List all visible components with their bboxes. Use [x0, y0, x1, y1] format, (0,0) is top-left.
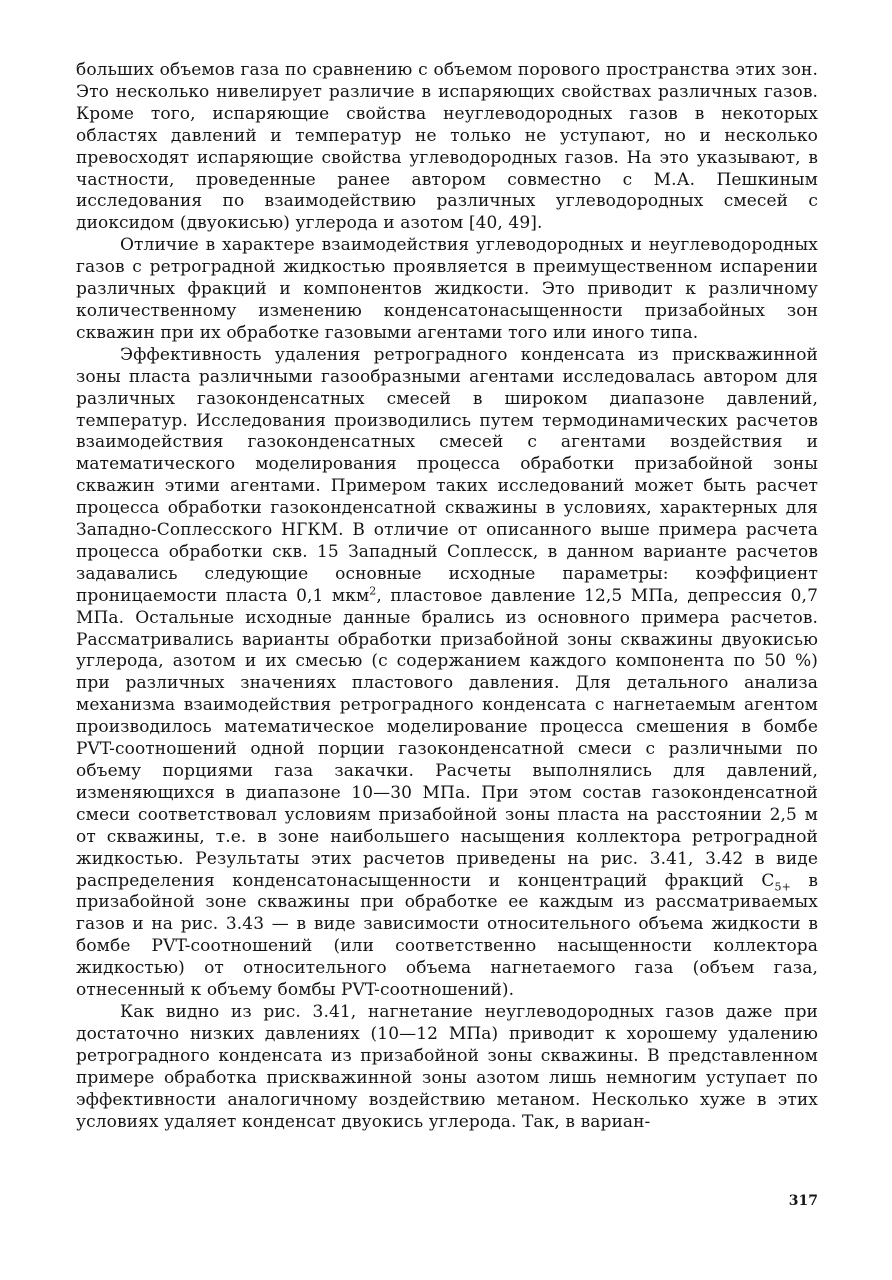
paragraph-3 — [76, 345, 818, 1002]
text-run: больших объемов газа по сравнению с объемом порового пространства этих зон. Это несколько нивелирует различие в испаряющих свойствах различных газов. Кроме того, испаряющие свойства неуглеводородных газов в некоторых областях давлений и температур не только не уступают, но и несколько превосходят испаряющие свойства углеводородных газов. На это указывают, в частности, проведенные ранее автором совместно с М.А. Пешкиным исследования по взаимодействию различных углеводородных смесей с диоксидом (двуокисью) углерода и азотом [40, 49]. — [76, 60, 818, 234]
paragraph-1 — [76, 60, 818, 235]
text-run: Как видно из рис. 3.41, нагнетание неуглеводородных газов даже при достаточно низких давлениях (10—12 МПа) приводит к хорошему удалению ретроградного конденсата из призабойной зоны скважины. В представленном примере обработка прискважинной зоны азотом лишь немногим уступает по эффективности аналогичному воздействию метаном. Несколько хуже в этих условиях удаляет конденсат двуокись углерода. Так, в вариан- — [76, 1001, 818, 1132]
text-run: в призабойной зоне скважины при обработке ее каждым из рассматриваемых газов и на рис. 3.43 — в виде зависимости относительного объема жидкости в бомбе PVT-соотношений (или соответственно насыщенности коллектора жидкостью) от относительного объема нагнетаемого газа (объем газа, отнесенный к объему бомбы PVT-соотношений). — [76, 870, 818, 1001]
page-body — [76, 60, 818, 1133]
subscript: 5+ — [774, 879, 791, 893]
superscript: 2 — [369, 584, 377, 598]
text-run: , пластовое давление 12,5 МПа, депрессия 0,7 МПа. Остальные исходные данные брались из основного примера расчетов. Рассматривались варианты обработки призабойной зоны скважины двуокисью углерода, азотом и их смесью (с содержанием каждого компонента по 50 %) при различных значениях пластового давления. Для детального анализа механизма взаимодействия ретроградного конденсата с нагнетаемым агентом производилось математическое моделирование процесса смешения в бомбе PVT-соотношений одной порции газоконденсатной смеси с различными по объему порциями газа закачки. Расчеты выполнялись для давлений, изменяющихся в диапазоне 10—30 МПа. При этом состав газоконденсатной смеси соответствовал условиям призабойной зоны пласта на расстоянии 2,5 м от скважины, т.е. в зоне наибольшего насыщения коллектора ретроградной жидкостью. Результаты этих расчетов приведены на рис. 3.41, 3.42 в виде распределения конденсатонасыщенности и концентраций фракций С — [76, 585, 818, 891]
text-run: Отличие в характере взаимодействия углеводородных и неуглеводородных газов с ретроградной жидкостью проявляется в преимущественном испарении различных фракций и компонентов жидкости. Это приводит к различному количественному изменению конденсатонасыщенности призабойных зон скважин при их обработке газовыми агентами того или иного типа. — [76, 235, 818, 343]
text-run: Эффективность удаления ретроградного конденсата из прискважинной зоны пласта различными газообразными агентами исследовалась автором для различных газоконденсатных смесей в широком диапазоне давлений, температур. Исследования производились путем термодинамических расчетов взаимодействия газоконденсатных смесей с агентами воздействия и математического моделирования процесса обработки призабойной зоны скважин этими агентами. Примером таких исследований может быть расчет процесса обработки газоконденсатной скважины в условиях, характерных для Западно-Соплесского НГКМ. В отличие от описанного выше примера расчета процесса обработки скв. 15 Западный Соплесск, в данном варианте расчетов задавались следующие основные исходные параметры: коэффициент проницаемости пласта 0,1 мкм — [76, 344, 818, 606]
paragraph-2 — [76, 235, 818, 345]
page-number: 317 — [788, 1193, 818, 1209]
paragraph-4 — [76, 1002, 818, 1133]
